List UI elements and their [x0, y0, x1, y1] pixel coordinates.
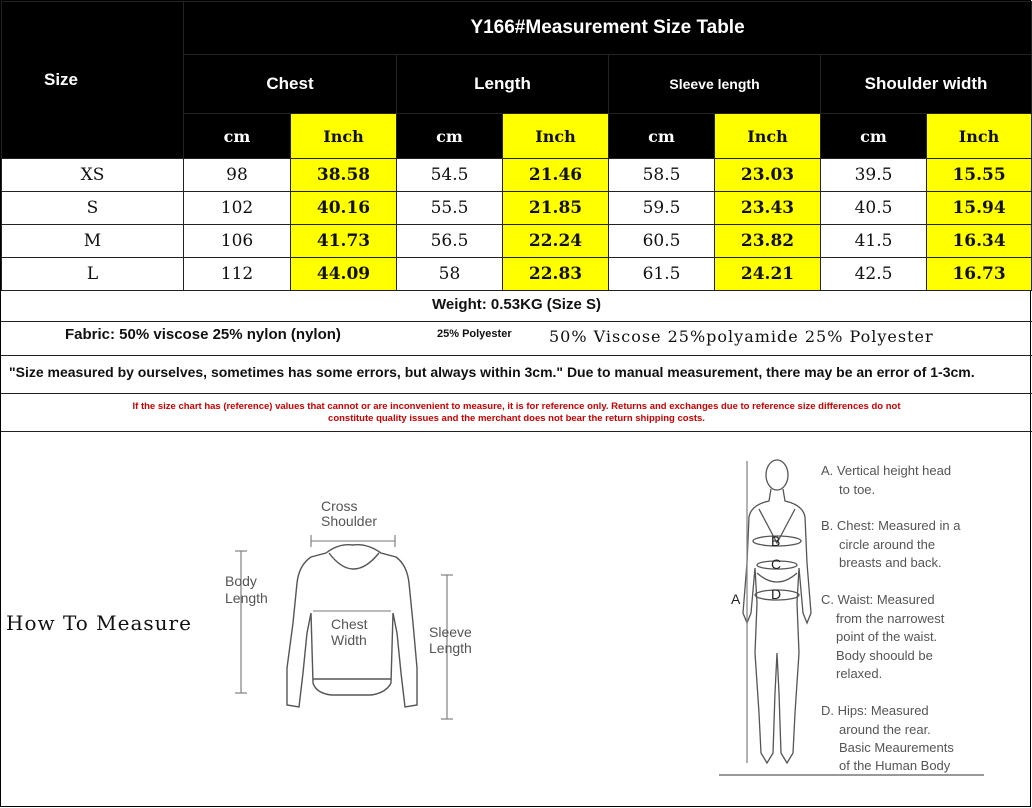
desc-d-4: of the Human Body — [839, 758, 951, 773]
disclaimer-line-1: If the size chart has (reference) values that cannot or are inconvenient to measure, it is for reference only. Returns and exchanges due to reference size differences do not — [132, 401, 901, 412]
table-title: Y166#Measurement Size Table — [184, 2, 1032, 55]
unit-inch: Inch — [503, 114, 609, 159]
desc-c-5: relaxed. — [836, 666, 883, 681]
size-label: XS — [2, 159, 184, 192]
size-label: L — [2, 258, 184, 291]
table-row — [2, 192, 1032, 225]
desc-c-2: from the narrowest — [836, 611, 945, 626]
label-cross: Cross — [321, 498, 358, 514]
label-body-length: Length — [225, 590, 268, 606]
inch-value: 23.82 — [715, 225, 821, 258]
desc-b-1: B. Chest: Measured in a — [821, 518, 961, 533]
cm-value: 61.5 — [609, 258, 715, 291]
desc-d-3: Basic Meaurements — [839, 740, 954, 755]
inch-value: 21.85 — [503, 192, 609, 225]
measurement-note: "Size measured by ourselves, sometimes has some errors, but always within 3cm." Due to manual measurement, there may be an error of 1-3cm. — [9, 364, 975, 380]
cm-value: 98 — [184, 159, 291, 192]
marker-d: D — [771, 586, 782, 602]
inch-value: 15.94 — [927, 192, 1032, 225]
table-row — [2, 225, 1032, 258]
sweater-diagram — [221, 493, 491, 728]
fabric-text: Fabric: 50% viscose 25% nylon (nylon) — [65, 326, 341, 343]
disclaimer — [1, 401, 1032, 425]
label-shoulder: Shoulder — [321, 513, 378, 529]
size-table — [1, 1, 1032, 291]
body-outline — [743, 489, 811, 763]
marker-c: C — [771, 556, 782, 572]
inch-value: 22.83 — [503, 258, 609, 291]
inch-value: 38.58 — [291, 159, 397, 192]
desc-c-1: C. Waist: Measured — [821, 592, 935, 607]
desc-c-3: point of the waist. — [836, 629, 938, 644]
group-sleeve-length: Sleeve length — [609, 55, 821, 114]
desc-b-3: breasts and back. — [839, 555, 942, 570]
cm-value: 102 — [184, 192, 291, 225]
cm-value: 58.5 — [609, 159, 715, 192]
fabric-composition: 50% Viscose 25%polyamide 25% Polyester — [549, 327, 934, 346]
cm-value: 112 — [184, 258, 291, 291]
inch-value: 22.24 — [503, 225, 609, 258]
fabric-polyester: 25% Polyester — [437, 328, 512, 340]
body-diagram — [719, 453, 989, 781]
cm-value: 59.5 — [609, 192, 715, 225]
unit-inch: Inch — [715, 114, 821, 159]
head-shape — [766, 460, 788, 490]
disclaimer-line-2: constitute quality issues and the merchant does not bear the return shipping costs. — [328, 413, 705, 424]
cm-value: 56.5 — [397, 225, 503, 258]
desc-a-1: A. Vertical height head — [821, 463, 952, 478]
unit-inch: Inch — [291, 114, 397, 159]
label-body: Body — [225, 573, 257, 589]
table-row — [2, 159, 1032, 192]
unit-inch: Inch — [927, 114, 1032, 159]
inch-value: 41.73 — [291, 225, 397, 258]
marker-a: A — [731, 591, 741, 607]
desc-a-2: to toe. — [839, 482, 876, 497]
cm-value: 55.5 — [397, 192, 503, 225]
size-header: Size — [2, 2, 184, 159]
inch-value: 23.43 — [715, 192, 821, 225]
cm-value: 58 — [397, 258, 503, 291]
inch-value: 40.16 — [291, 192, 397, 225]
desc-d-1: D. Hips: Measured — [821, 703, 929, 718]
cm-value: 39.5 — [821, 159, 927, 192]
group-shoulder-width: Shoulder width — [821, 55, 1032, 114]
inch-value: 24.21 — [715, 258, 821, 291]
weight-text: Weight: 0.53KG (Size S) — [432, 296, 601, 313]
cm-value: 60.5 — [609, 225, 715, 258]
inch-value: 15.55 — [927, 159, 1032, 192]
cm-value: 40.5 — [821, 192, 927, 225]
group-length: Length — [397, 55, 609, 114]
cm-value: 42.5 — [821, 258, 927, 291]
unit-cm: cm — [184, 114, 291, 159]
unit-cm: cm — [609, 114, 715, 159]
marker-b: B — [771, 533, 781, 549]
cm-value: 54.5 — [397, 159, 503, 192]
inch-value: 44.09 — [291, 258, 397, 291]
inch-value: 16.73 — [927, 258, 1032, 291]
how-to-measure-label: How To Measure — [6, 611, 192, 635]
unit-cm: cm — [397, 114, 503, 159]
desc-d-2: around the rear. — [839, 722, 931, 737]
desc-c-4: Body shoould be — [836, 648, 933, 663]
inch-value: 21.46 — [503, 159, 609, 192]
inch-value: 16.34 — [927, 225, 1032, 258]
sweater-neckline — [329, 553, 379, 569]
size-label: S — [2, 192, 184, 225]
label-chest: Chest — [331, 616, 368, 632]
inch-value: 23.03 — [715, 159, 821, 192]
unit-cm: cm — [821, 114, 927, 159]
size-label: M — [2, 225, 184, 258]
cm-value: 41.5 — [821, 225, 927, 258]
group-chest: Chest — [184, 55, 397, 114]
label-width: Width — [331, 632, 367, 648]
label-sleeve: Sleeve — [429, 624, 472, 640]
desc-b-2: circle around the — [839, 537, 936, 552]
table-row — [2, 258, 1032, 291]
cm-value: 106 — [184, 225, 291, 258]
label-sleeve-length: Length — [429, 640, 472, 656]
